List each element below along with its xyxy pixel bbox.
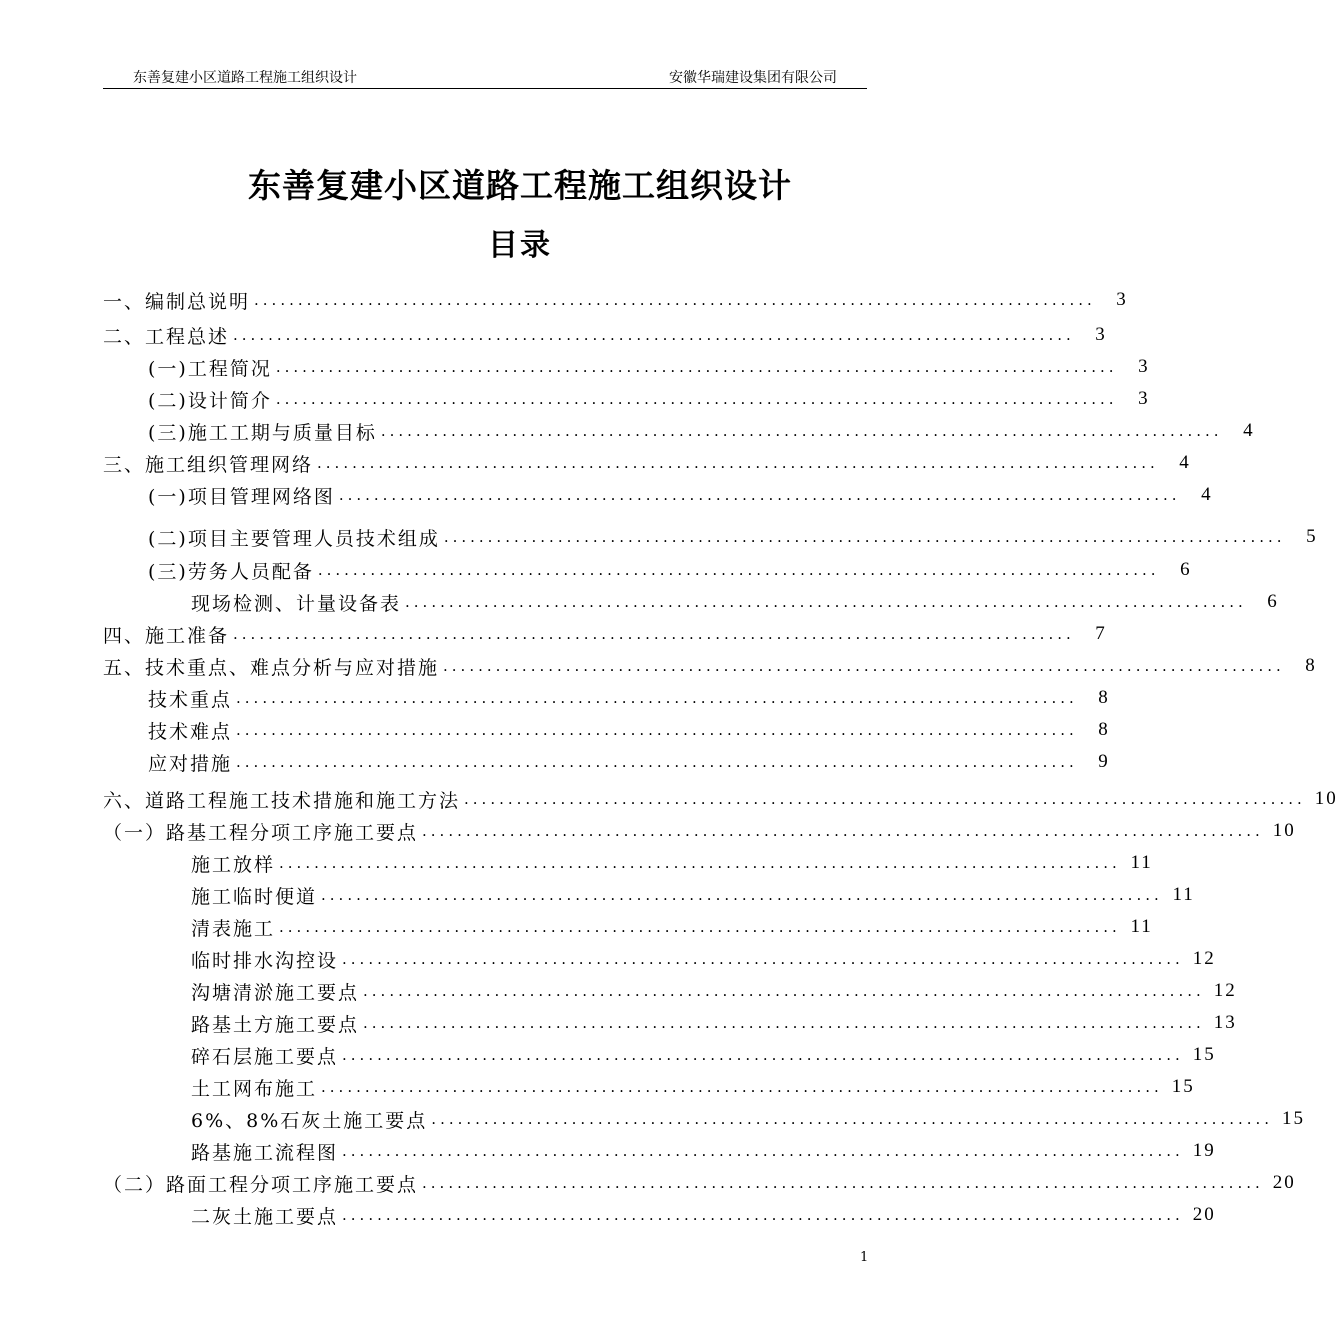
header-doc-title: 东善复建小区道路工程施工组织设计	[133, 70, 357, 86]
toc-entry[interactable]	[148, 353, 1150, 381]
toc-leader-dots: ................................................................................................	[342, 1206, 1184, 1224]
toc-entry-page: 11	[1130, 852, 1153, 873]
toc-entry-page: 4	[1243, 420, 1255, 441]
toc-heading: 目录	[488, 228, 552, 263]
toc-entry-page: 15	[1171, 1076, 1195, 1097]
page-header	[103, 64, 867, 89]
toc-entry-page: 20	[1192, 1204, 1216, 1225]
toc-entry[interactable]	[103, 321, 1107, 349]
toc-entry-page: 5	[1306, 526, 1318, 547]
toc-entry-label: 六、道路工程施工技术措施和施工方法	[103, 789, 461, 812]
toc-entry[interactable]	[191, 1073, 1195, 1101]
toc-entry-label: 二、工程总述	[103, 325, 230, 348]
toc-leader-dots: ................................................................................................	[321, 886, 1163, 904]
toc-entry-label: 现场检测、计量设备表	[191, 592, 402, 615]
toc-entry[interactable]	[148, 684, 1110, 712]
toc-entry-label: (一)项目管理网络图	[148, 485, 335, 508]
toc-entry-label: 沟塘清淤施工要点	[191, 981, 360, 1004]
toc-leader-dots: ................................................................................................	[342, 1046, 1184, 1064]
toc-entry-page: 12	[1213, 980, 1237, 1001]
toc-entry-page: 19	[1192, 1140, 1216, 1161]
toc-entry-page: 11	[1130, 916, 1153, 937]
toc-entry[interactable]	[191, 588, 1279, 616]
toc-entry[interactable]	[191, 1041, 1216, 1069]
toc-leader-dots: ................................................................................................	[422, 1174, 1264, 1192]
toc-leader-dots: ................................................................................................	[464, 790, 1306, 808]
toc-entry[interactable]	[148, 417, 1255, 445]
toc-entry-page: 15	[1282, 1108, 1306, 1129]
toc-entry[interactable]	[148, 523, 1318, 551]
toc-entry-page: 12	[1192, 948, 1216, 969]
toc-leader-dots: ................................................................................................	[317, 561, 1160, 579]
toc-entry-page: 6	[1180, 559, 1192, 580]
toc-entry-page: 3	[1095, 324, 1107, 345]
toc-entry[interactable]	[103, 1169, 1296, 1197]
toc-entry-label: (二)设计简介	[148, 389, 272, 412]
toc-entry-label: 土工网布施工	[191, 1077, 318, 1100]
toc-entry-label: 四、施工准备	[103, 624, 230, 647]
toc-leader-dots: ................................................................................................	[380, 422, 1223, 440]
toc-entry-label: 施工临时便道	[191, 885, 318, 908]
toc-entry-page: 13	[1213, 1012, 1237, 1033]
toc-entry-page: 8	[1098, 719, 1110, 740]
toc-entry-page: 20	[1272, 1172, 1296, 1193]
document-title: 东善复建小区道路工程施工组织设计	[248, 166, 792, 205]
toc-entry-label: 6%、8%石灰土施工要点	[191, 1109, 428, 1132]
toc-entry-label: 碎石层施工要点	[191, 1045, 339, 1068]
toc-entry-page: 4	[1179, 452, 1191, 473]
toc-leader-dots: ................................................................................................	[254, 291, 1096, 309]
toc-entry[interactable]	[103, 286, 1128, 314]
toc-leader-dots: ................................................................................................	[363, 982, 1205, 1000]
toc-leader-dots: ................................................................................................	[236, 689, 1078, 707]
toc-entry-label: （二）路面工程分项工序施工要点	[103, 1173, 419, 1196]
toc-entry[interactable]	[148, 716, 1110, 744]
toc-leader-dots: ................................................................................................	[443, 528, 1286, 546]
toc-entry[interactable]	[191, 1201, 1216, 1229]
toc-entry[interactable]	[191, 977, 1237, 1005]
toc-entry-label: (三)施工工期与质量目标	[148, 421, 377, 444]
toc-entry-label: 路基土方施工要点	[191, 1013, 360, 1036]
toc-entry-page: 8	[1305, 655, 1317, 676]
toc-entry-label: 清表施工	[191, 917, 276, 940]
toc-entry[interactable]	[191, 1009, 1237, 1037]
toc-entry[interactable]	[191, 881, 1195, 909]
toc-entry[interactable]	[191, 849, 1153, 877]
toc-leader-dots: ................................................................................................	[338, 486, 1181, 504]
toc-entry-label: 三、施工组织管理网络	[103, 453, 314, 476]
page-number: 1	[860, 1250, 869, 1265]
toc-entry-page: 10	[1314, 788, 1338, 809]
toc-entry-label: 临时排水沟控设	[191, 949, 339, 972]
toc-entry[interactable]	[103, 620, 1107, 648]
toc-entry[interactable]	[103, 785, 1338, 813]
toc-leader-dots: ................................................................................................	[342, 1142, 1184, 1160]
toc-entry[interactable]	[191, 1137, 1216, 1165]
toc-entry-label: 二灰土施工要点	[191, 1205, 339, 1228]
toc-entry-page: 3	[1138, 356, 1150, 377]
toc-entry-label: 技术重点	[148, 688, 233, 711]
toc-leader-dots: ................................................................................................	[321, 1078, 1163, 1096]
toc-entry[interactable]	[103, 817, 1296, 845]
toc-leader-dots: ................................................................................................	[233, 326, 1075, 344]
toc-entry[interactable]	[148, 385, 1150, 413]
toc-entry-page: 11	[1172, 884, 1195, 905]
toc-entry-label: 施工放样	[191, 853, 276, 876]
toc-leader-dots: ................................................................................................	[236, 753, 1078, 771]
toc-leader-dots: ................................................................................................	[431, 1110, 1274, 1128]
toc-leader-dots: ................................................................................................	[236, 721, 1078, 739]
toc-entry-label: 一、编制总说明	[103, 290, 251, 313]
toc-entry-label: (一)工程简况	[148, 357, 272, 380]
toc-entry-page: 9	[1098, 751, 1110, 772]
toc-leader-dots: ................................................................................................	[317, 454, 1159, 472]
toc-entry-page: 8	[1098, 687, 1110, 708]
toc-entry-label: （一）路基工程分项工序施工要点	[103, 821, 419, 844]
toc-leader-dots: ................................................................................................	[422, 822, 1264, 840]
toc-leader-dots: ................................................................................................	[363, 1014, 1205, 1032]
toc-entry[interactable]	[103, 652, 1317, 680]
toc-leader-dots: ................................................................................................	[275, 358, 1118, 376]
toc-leader-dots: ................................................................................................	[443, 657, 1285, 675]
toc-entry-label: 路基施工流程图	[191, 1141, 339, 1164]
toc-leader-dots: ................................................................................................	[342, 950, 1184, 968]
toc-entry-label: (三)劳务人员配备	[148, 560, 314, 583]
toc-entry-page: 3	[1138, 388, 1150, 409]
toc-entry[interactable]	[191, 945, 1216, 973]
toc-entry-label: 应对措施	[148, 752, 233, 775]
toc-leader-dots: ................................................................................................	[405, 593, 1247, 611]
toc-leader-dots: ................................................................................................	[279, 854, 1121, 872]
toc-entry-page: 3	[1116, 289, 1128, 310]
toc-entry[interactable]	[148, 481, 1213, 509]
toc-entry-page: 4	[1201, 484, 1213, 505]
toc-entry[interactable]	[148, 748, 1110, 776]
toc-leader-dots: ................................................................................................	[279, 918, 1121, 936]
toc-entry-page: 15	[1192, 1044, 1216, 1065]
toc-entry[interactable]	[191, 1105, 1306, 1133]
toc-entry[interactable]	[148, 556, 1192, 584]
toc-entry-page: 10	[1272, 820, 1296, 841]
toc-entry-label: 技术难点	[148, 720, 233, 743]
toc-entry-label: (二)项目主要管理人员技术组成	[148, 527, 440, 550]
toc-leader-dots: ................................................................................................	[233, 625, 1075, 643]
toc-leader-dots: ................................................................................................	[275, 390, 1118, 408]
toc-entry-page: 7	[1095, 623, 1107, 644]
toc-entry[interactable]	[191, 913, 1153, 941]
toc-entry-page: 6	[1267, 591, 1279, 612]
toc-entry[interactable]	[103, 449, 1191, 477]
header-company: 安徽华瑞建设集团有限公司	[669, 70, 837, 86]
toc-entry-label: 五、技术重点、难点分析与应对措施	[103, 656, 440, 679]
